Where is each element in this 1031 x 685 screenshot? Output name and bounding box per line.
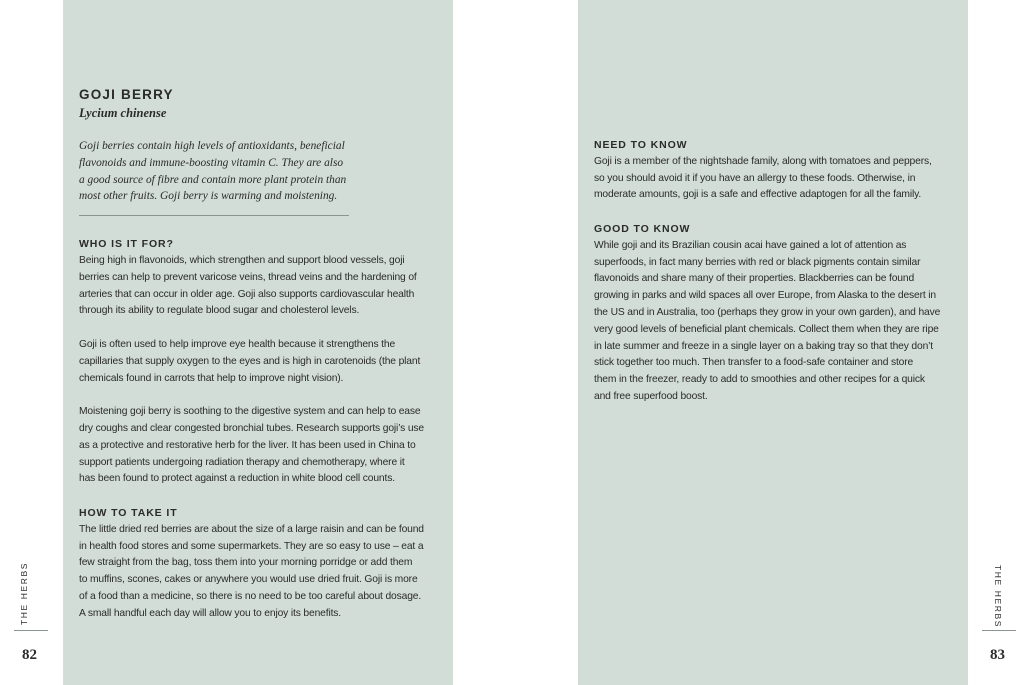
text-line: few straight from the bag, toss them into your morning porridge or add them xyxy=(79,557,413,569)
text-line: The little dried red berries are about the size of a large raisin and can be found xyxy=(79,523,424,535)
section-label-right: THE HERBS xyxy=(993,565,1003,629)
intro-line: Goji berries contain high levels of antioxidants, beneficial xyxy=(79,140,345,152)
text-line: to muffins, scones, cakes or anywhere you would use dried fruit. Goji is more xyxy=(79,574,418,586)
text-line: and free superfood boost. xyxy=(594,390,708,402)
how-paragraph xyxy=(79,522,439,623)
text-line: the US and in Australia, too (perhaps they grow in your own garden), and have xyxy=(594,306,941,318)
text-line: of a food than a medicine, so there is no need to be too careful about dosage. xyxy=(79,590,422,602)
good-heading: GOOD TO KNOW xyxy=(594,222,691,235)
who-paragraph-2 xyxy=(79,337,439,387)
right-page-panel xyxy=(578,0,968,685)
left-page-panel xyxy=(63,0,453,685)
intro-line: flavonoids and immune-boosting vitamin C. They are also xyxy=(79,156,344,169)
who-heading: WHO IS IT FOR? xyxy=(79,238,174,251)
intro-line: most other fruits. Goji berry is warming and moistening. xyxy=(79,190,338,203)
latin-name: Lycium chinense xyxy=(79,106,167,120)
intro-line: a good source of fibre and contain more plant protein than xyxy=(79,173,347,186)
text-line: arteries that can occur in older age. Goji also supports cardiovascular health xyxy=(79,288,415,300)
text-line: in late summer and freeze in a single layer on a baking tray so that they don’t xyxy=(594,340,934,352)
side-rule-right xyxy=(982,630,1016,631)
need-paragraph xyxy=(594,154,956,204)
text-line: as a protective and restorative herb for the liver. It has been used in China to xyxy=(79,439,416,451)
text-line: growing in parks and wild spaces all over Europe, from Alaska to the desert in xyxy=(594,290,937,302)
text-line: has been found to protect against a reduction in white blood cell counts. xyxy=(79,473,395,485)
text-line: moderate amounts, goji is a safe and effective adaptogen for all the family. xyxy=(594,189,922,201)
who-paragraph-1 xyxy=(79,253,439,320)
text-line: through its ability to regulate blood sugar and cholesterol levels. xyxy=(79,305,360,317)
text-line: Being high in flavonoids, which strengthen and support blood vessels, goji xyxy=(79,254,405,266)
text-line: stick together too much. Then transfer to a food-safe container and store xyxy=(594,357,914,369)
text-line: in health food stores and some supermarkets. They are so easy to use – eat a xyxy=(79,540,424,552)
who-paragraph-3 xyxy=(79,404,439,488)
text-line: capillaries that supply oxygen to the eyes and is high in carotenoids (the plant xyxy=(79,355,421,367)
text-line: flavonoids and share many of their properties. Blackberries can be found xyxy=(594,273,915,285)
text-line: superfoods, in fact many berries with red or black pigments contain similar xyxy=(594,256,921,268)
text-line: While goji and its Brazilian cousin acai have gained a lot of attention as xyxy=(594,239,907,251)
text-line: support patients undergoing radiation therapy and chemotherapy, where it xyxy=(79,456,405,468)
intro-text xyxy=(79,138,369,205)
good-paragraph xyxy=(594,238,956,406)
text-line: Goji is often used to help improve eye health because it strengthens the xyxy=(79,338,396,350)
text-line: them in the freezer, ready to add to smoothies and other recipes for a quick xyxy=(594,374,925,386)
side-rule-left xyxy=(14,630,48,631)
page-number-left: 82 xyxy=(22,647,37,663)
section-label-left: THE HERBS xyxy=(19,561,29,625)
how-heading: HOW TO TAKE IT xyxy=(79,506,178,519)
text-line: berries can help to prevent varicose veins, thread veins and the hardening of xyxy=(79,271,417,283)
text-line: chemicals found in carrots that help to improve night vision). xyxy=(79,372,344,384)
text-line: Goji is a member of the nightshade family, along with tomatoes and peppers, xyxy=(594,155,932,167)
page-title: GOJI BERRY xyxy=(79,87,174,102)
need-heading: NEED TO KNOW xyxy=(594,139,688,151)
text-line: very good levels of beneficial plant chemicals. Collect them when they are ripe xyxy=(594,323,939,335)
left-page-content xyxy=(79,86,439,623)
text-line: A small handful each day will allow you to enjoy its benefits. xyxy=(79,607,341,619)
text-line: so you should avoid it if you have an allergy to these foods. Otherwise, in xyxy=(594,172,916,184)
page-number-right: 83 xyxy=(990,647,1005,663)
right-page-content xyxy=(594,137,956,406)
text-line: Moistening goji berry is soothing to the digestive system and can help to ease xyxy=(79,406,421,418)
text-line: dry coughs and clear congested bronchial tubes. Research supports goji’s use xyxy=(79,422,425,434)
